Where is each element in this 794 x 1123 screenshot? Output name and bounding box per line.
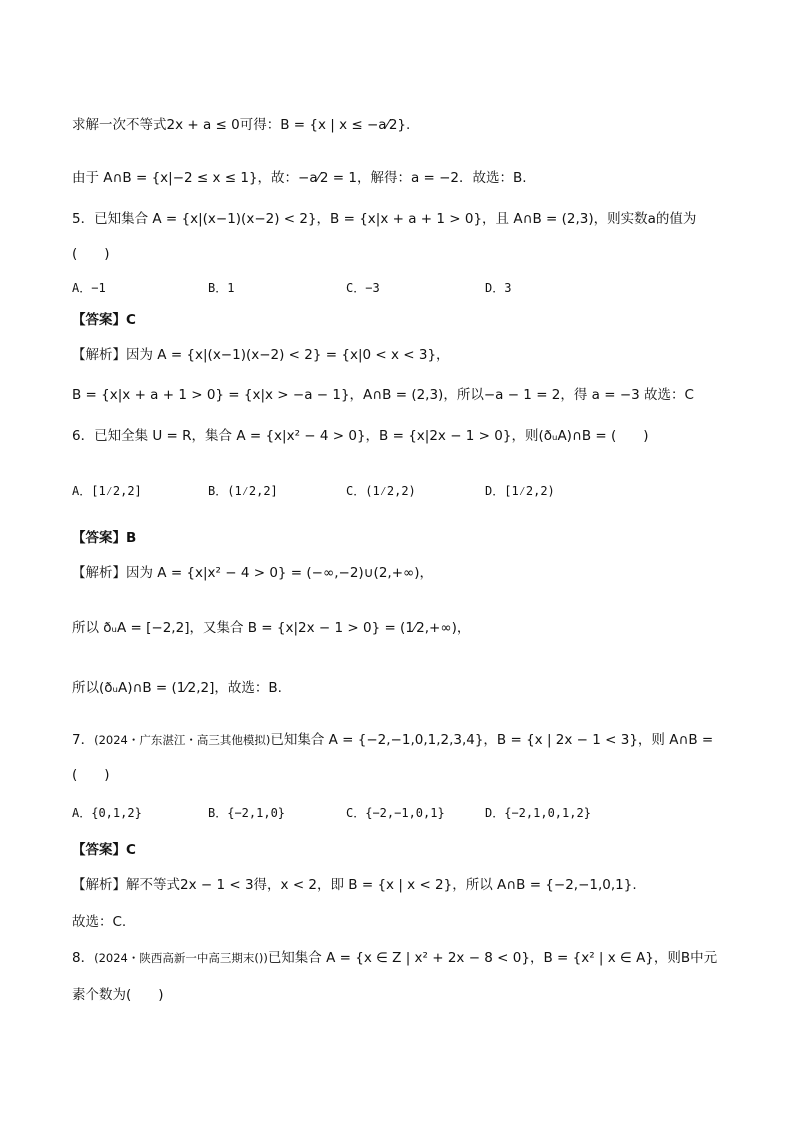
q6-option-b: B．(1⁄2,2] (208, 484, 278, 498)
q5-option-a: A．−1 (72, 281, 106, 295)
q8-number: 8． (72, 950, 95, 966)
q7-answer: 【答案】C (72, 842, 136, 858)
q7-option-c: C．{−2,−1,0,1} (346, 806, 445, 820)
q6-explanation-1: 【解析】因为 A = {x|x² − 4 > 0} = (−∞,−2)∪(2,+∞)， (72, 565, 434, 581)
question-8-stem (72, 948, 717, 968)
q5-answer: 【答案】C (72, 312, 136, 328)
q5-option-b: B．1 (208, 281, 235, 295)
q6-option-d: D．[1⁄2,2) (485, 484, 555, 498)
solution-line-1: 求解一次不等式2x + a ≤ 0可得：B = {x | x ≤ −a⁄2}. (72, 117, 411, 133)
question-6-stem: 6．已知全集 U = R，集合 A = {x|x² − 4 > 0}，B = {x|2x − 1 > 0}，则(ðᵤA)∩B = ( ) (72, 428, 649, 444)
question-7-paren: ( ) (72, 767, 110, 783)
q7-option-d: D．{−2,1,0,1,2} (485, 806, 591, 820)
q8-source: (2024・陕西高新一中高三期末()) (94, 951, 268, 965)
q7-option-a: A．{0,1,2} (72, 806, 142, 820)
q8-text: 已知集合 A = {x ∈ Z | x² + 2x − 8 < 0}，B = {x² | x ∈ A}，则B中元 (267, 950, 718, 966)
q5-option-d: D．3 (485, 281, 512, 295)
q5-explanation-1: 【解析】因为 A = {x|(x−1)(x−2) < 2} = {x|0 < x < 3}， (72, 347, 450, 363)
q7-explanation-1: 【解析】解不等式2x − 1 < 3得，x < 2，即 B = {x | x < 2}，所以 A∩B = {−2,−1,0,1}. (72, 877, 637, 893)
q5-option-c: C．−3 (346, 281, 380, 295)
q6-option-a: A．[1⁄2,2] (72, 484, 142, 498)
q7-number: 7． (72, 732, 95, 748)
q6-answer: 【答案】B (72, 530, 137, 546)
q7-text: 已知集合 A = {−2,−1,0,1,2,3,4}，B = {x | 2x − 1 < 3}，则 A∩B = (270, 732, 714, 748)
question-5-paren: ( ) (72, 246, 110, 262)
q7-option-b: B．{−2,1,0} (208, 806, 286, 820)
q5-explanation-2: B = {x|x + a + 1 > 0} = {x|x > −a − 1}，A∩B = (2,3)，所以−a − 1 = 2，得 a = −3 故选：C (72, 387, 694, 403)
q7-explanation-2: 故选：C. (72, 914, 127, 930)
q6-option-c: C．(1⁄2,2) (346, 484, 416, 498)
q7-source: (2024・广东湛江・高三其他模拟) (94, 733, 271, 747)
q6-explanation-2: 所以 ðᵤA = [−2,2]，又集合 B = {x|2x − 1 > 0} = (1⁄2,+∞)， (72, 620, 471, 636)
question-7-stem (72, 730, 713, 750)
solution-line-2: 由于 A∩B = {x|−2 ≤ x ≤ 1}，故：−a⁄2 = 1，解得：a = −2．故选：B. (72, 170, 527, 186)
q6-explanation-3: 所以(ðᵤA)∩B = (1⁄2,2]，故选：B. (72, 680, 282, 696)
question-5-stem: 5．已知集合 A = {x|(x−1)(x−2) < 2}，B = {x|x + a + 1 > 0}，且 A∩B = (2,3)，则实数a的值为 (72, 211, 697, 227)
question-8-line-2: 素个数为( ) (72, 987, 164, 1003)
